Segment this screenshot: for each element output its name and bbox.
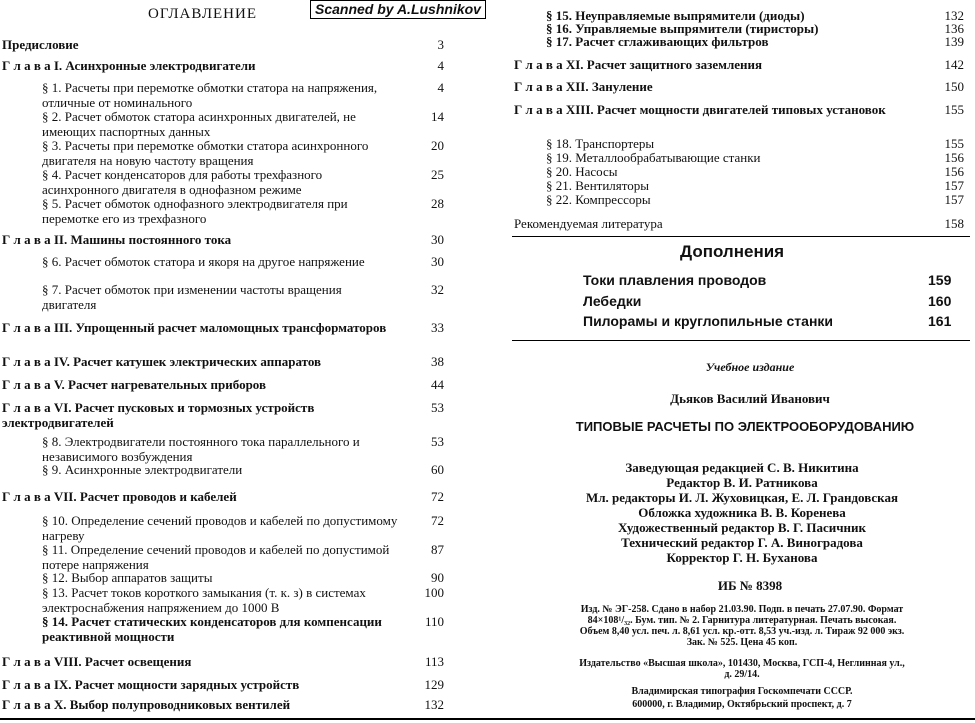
toc-section: § 9. Асинхронные электродвигатели	[42, 462, 243, 477]
toc-page-number: 25	[431, 167, 444, 182]
toc-section: § 11. Определение сечений проводов и кабелей по допустимой потере напряжения	[42, 542, 390, 572]
toc-section: § 18. Транспортеры	[546, 136, 655, 151]
imprint-line: Изд. № ЭГ-258. Сдано в набор 21.03.90. Подп. в печать 27.07.90. Формат	[580, 604, 904, 615]
toc-chapter: Г л а в а III. Упрощенный расчет маломощных трансформаторов	[2, 320, 387, 335]
toc-page-number: 44	[431, 377, 444, 392]
toc-section: § 1. Расчеты при перемотке обмотки статора на напряжения, отличные от номинального	[42, 80, 378, 110]
imprint-line: Корректор Г. Н. Буханова	[666, 550, 818, 565]
toc-chapter: Г л а в а X. Выбор полупроводниковых вентилей	[2, 697, 291, 712]
toc-page-number: 156	[944, 164, 964, 179]
toc-page-number: 33	[431, 320, 444, 335]
toc-page-number: 136	[944, 21, 964, 36]
toc-page-number: 158	[944, 216, 964, 231]
toc-section: § 22. Компрессоры	[546, 192, 651, 207]
toc-page-number: 60	[431, 462, 444, 477]
toc-page-number: 32	[431, 282, 444, 297]
addition-item: Токи плавления проводов	[583, 272, 767, 288]
imprint-line: д. 29/14.	[724, 669, 760, 680]
toc-chapter: Г л а в а IV. Расчет катушек электрических аппаратов	[2, 354, 322, 369]
edition-label: Учебное издание	[705, 360, 795, 374]
toc-section: § 4. Расчет конденсаторов для работы трехфазного асинхронного двигателя в однофазном режиме	[42, 167, 323, 197]
addition-page: 160	[928, 293, 952, 309]
toc-section: § 20. Насосы	[546, 164, 618, 179]
toc-page-number: 155	[944, 102, 964, 117]
toc-page-number: 90	[431, 570, 444, 585]
page-bottom-line	[0, 718, 975, 720]
toc-page-number: 157	[944, 178, 964, 193]
toc-page-number: 132	[424, 697, 444, 712]
imprint-line: Зак. № 525. Цена 45 коп.	[686, 637, 798, 648]
toc-page-number: 142	[944, 57, 964, 72]
toc-section: § 15. Неуправляемые выпрямители (диоды)	[546, 8, 805, 23]
toc-page-number: 150	[944, 79, 964, 94]
toc-chapter: Г л а в а IX. Расчет мощности зарядных устройств	[2, 677, 300, 692]
toc-chapter: Г л а в а II. Машины постоянного тока	[2, 232, 232, 247]
toc-page-number: 30	[431, 254, 444, 269]
additions-title: Дополнения	[680, 242, 785, 261]
toc-chapter: Г л а в а I. Асинхронные электродвигатели	[2, 58, 256, 73]
toc-section: § 17. Расчет сглаживающих фильтров	[546, 34, 769, 49]
scanner-stamp: Scanned by A.Lushnikov	[310, 0, 486, 19]
imprint-line: Объем 8,40 усл. печ. л. 8,61 усл. кр.-отт. 8,53 уч.-изд. л. Тираж 92 000 экз.	[579, 626, 905, 637]
toc-section: § 7. Расчет обмоток при изменении частоты вращения двигателя	[42, 282, 342, 312]
imprint-line: Заведующая редакцией С. В. Никитина	[625, 460, 859, 475]
toc-page-number: 139	[944, 34, 964, 49]
toc-page-number: 129	[424, 677, 444, 692]
toc-section: § 19. Металлообрабатывающие станки	[546, 150, 761, 165]
toc-chapter: Г л а в а VII. Расчет проводов и кабелей	[2, 489, 237, 504]
toc-page-number: 30	[431, 232, 444, 247]
divider-line	[512, 340, 970, 341]
imprint-line: Технический редактор Г. А. Виноградова	[621, 535, 863, 550]
toc-page-number: 113	[424, 654, 444, 669]
toc-section: § 3. Расчеты при перемотке обмотки статора асинхронного двигателя на новую частоту вращения	[42, 138, 369, 168]
toc-chapter: Предисловие	[2, 37, 79, 52]
toc-page-number: 110	[424, 614, 444, 629]
toc-page-number: 38	[431, 354, 444, 369]
toc-section: § 16. Управляемые выпрямители (тиристоры)	[546, 21, 819, 36]
toc-title: ОГЛАВЛЕНИЕ	[148, 6, 257, 22]
imprint-line: Издательство «Высшая школа», 101430, Москва, ГСП-4, Неглинная ул.,	[579, 658, 905, 669]
imprint-line: 84×108¹/₃₂. Бум. тип. № 2. Гарнитура литературная. Печать высокая.	[587, 615, 897, 626]
toc-chapter: Г л а в а VIII. Расчет освещения	[2, 654, 192, 669]
toc-page-number: 4	[437, 58, 444, 73]
addition-item: Пилорамы и круглопильные станки	[583, 313, 834, 329]
toc-page-number: 156	[944, 150, 964, 165]
imprint-line: Владимирская типография Госкомпечати СССР.	[631, 686, 853, 697]
imprint-line: 600000, г. Владимир, Октябрьский проспект, д. 7	[632, 699, 852, 710]
ib-number: ИБ № 8398	[717, 578, 783, 593]
toc-section: Рекомендуемая литература	[514, 216, 663, 231]
addition-item: Лебедки	[583, 293, 642, 309]
toc-section: § 6. Расчет обмоток статора и якоря на другое напряжение	[42, 254, 365, 269]
book-title: ТИПОВЫЕ РАСЧЕТЫ ПО ЭЛЕКТРООБОРУДОВАНИЮ	[575, 419, 915, 434]
toc-section: § 5. Расчет обмоток однофазного электродвигателя при перемотке его из трехфазного	[42, 196, 348, 226]
imprint-line: Художественный редактор В. Г. Пасичник	[617, 520, 867, 535]
toc-chapter: Г л а в а V. Расчет нагревательных приборов	[2, 377, 266, 392]
imprint-line: Редактор В. И. Ратникова	[666, 475, 818, 490]
addition-page: 161	[928, 313, 952, 329]
author-name: Дьяков Василий Иванович	[670, 391, 830, 406]
toc-page-number: 100	[424, 585, 444, 600]
divider-line	[512, 236, 970, 237]
toc-page-number: 3	[437, 37, 444, 52]
toc-page-number: 132	[944, 8, 964, 23]
toc-page-number: 14	[431, 109, 444, 124]
toc-section: § 14. Расчет статических конденсаторов для компенсации реактивной мощности	[42, 614, 382, 644]
toc-chapter: Г л а в а XI. Расчет защитного заземления	[514, 57, 763, 72]
toc-page-number: 157	[944, 192, 964, 207]
toc-page-number: 4	[437, 80, 444, 95]
toc-section: § 12. Выбор аппаратов защиты	[42, 570, 213, 585]
toc-page-number: 72	[431, 489, 444, 504]
toc-page-number: 53	[431, 400, 444, 415]
toc-section: § 21. Вентиляторы	[546, 178, 649, 193]
toc-page-number: 87	[431, 542, 444, 557]
toc-section: § 10. Определение сечений проводов и кабелей по допустимому нагреву	[42, 513, 398, 543]
toc-chapter: Г л а в а XIII. Расчет мощности двигателей типовых установок	[514, 102, 886, 117]
toc-page-number: 28	[431, 196, 444, 211]
imprint-line: Мл. редакторы И. Л. Жуховицкая, Е. Л. Грандовская	[585, 490, 899, 505]
addition-page: 159	[928, 272, 952, 288]
toc-page-number: 155	[944, 136, 964, 151]
toc-section: § 13. Расчет токов короткого замыкания (т. к. з) в системах электроснабжения напряжением до 1000 В	[42, 585, 366, 615]
imprint-line: Обложка художника В. В. Коренева	[638, 505, 846, 520]
toc-chapter: Г л а в а XII. Зануление	[514, 79, 653, 94]
toc-page-number: 53	[431, 434, 444, 449]
toc-chapter: Г л а в а VI. Расчет пусковых и тормозных устройств электродвигателей	[2, 400, 315, 430]
toc-section: § 2. Расчет обмоток статора асинхронных двигателей, не имеющих паспортных данных	[42, 109, 356, 139]
toc-section: § 8. Электродвигатели постоянного тока параллельного и независимого возбуждения	[42, 434, 360, 464]
toc-page-number: 72	[431, 513, 444, 528]
toc-page-number: 20	[431, 138, 444, 153]
